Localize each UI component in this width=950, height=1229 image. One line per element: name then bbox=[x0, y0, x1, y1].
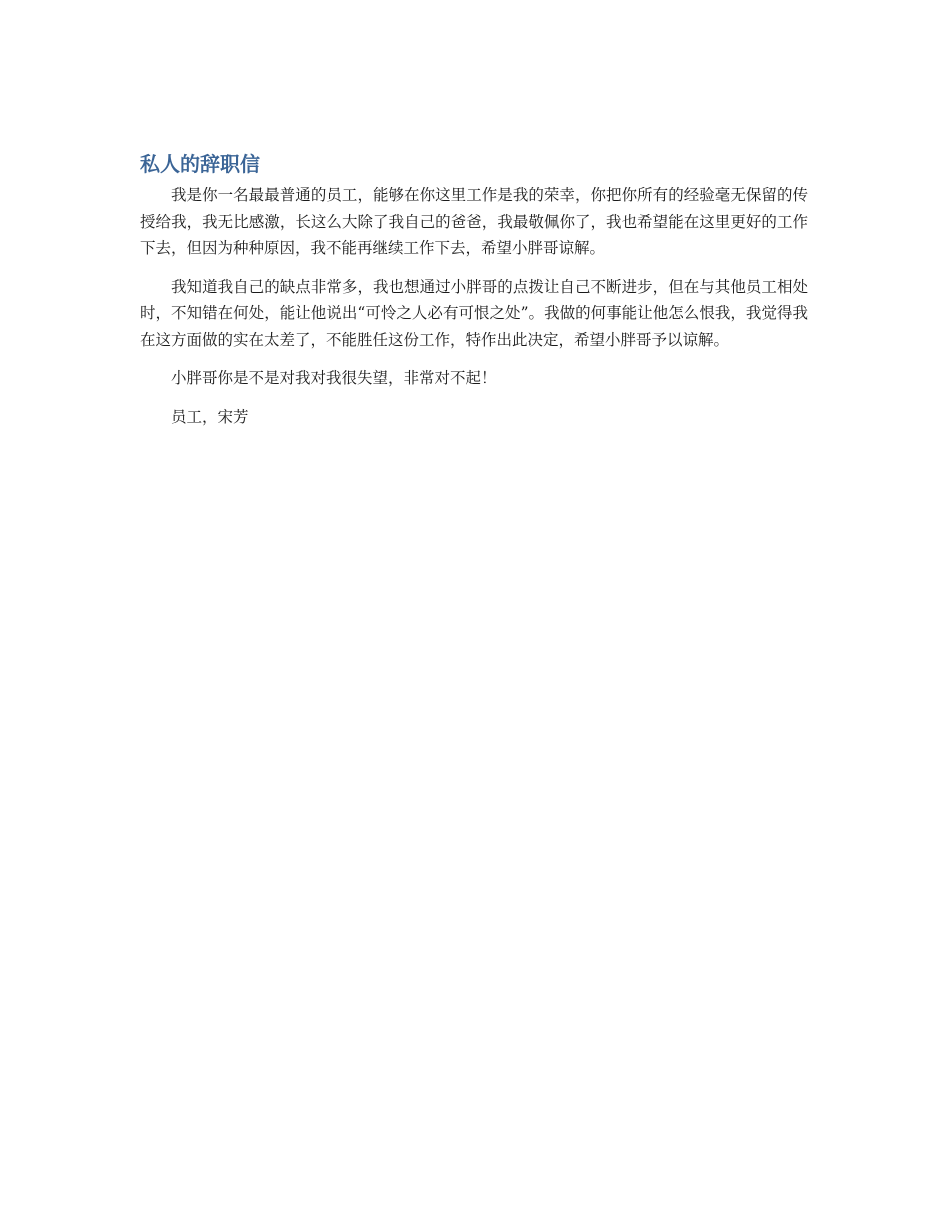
paragraph-reason: 我知道我自己的缺点非常多，我也想通过小胖哥的点拨让自己不断进步，但在与其他员工相处时，不知错在何处，能让他说出“可怜之人必有可恨之处”。我做的何事能让他怎么恨我，我觉得我在这方面做的实在太差了，不能胜任这份工作，特作出此决定，希望小胖哥予以谅解。 bbox=[140, 277, 808, 349]
paragraph-apology: 小胖哥你是不是对我对我很失望，非常对不起！ bbox=[171, 369, 497, 387]
paragraph-intro: 我是你一名最最普通的员工，能够在你这里工作是我的荣幸，你把你所有的经验毫无保留的传授给我，我无比感激，长这么大除了我自己的爸爸，我最敬佩你了，我也希望能在这里更好的工作下去，但因为种种原因，我不能再继续工作下去，希望小胖哥谅解。 bbox=[140, 186, 808, 257]
signature: 员工，宋芳 bbox=[171, 407, 249, 426]
letter-title: 私人的辞职信 bbox=[140, 152, 260, 176]
letter-body bbox=[140, 150, 808, 442]
